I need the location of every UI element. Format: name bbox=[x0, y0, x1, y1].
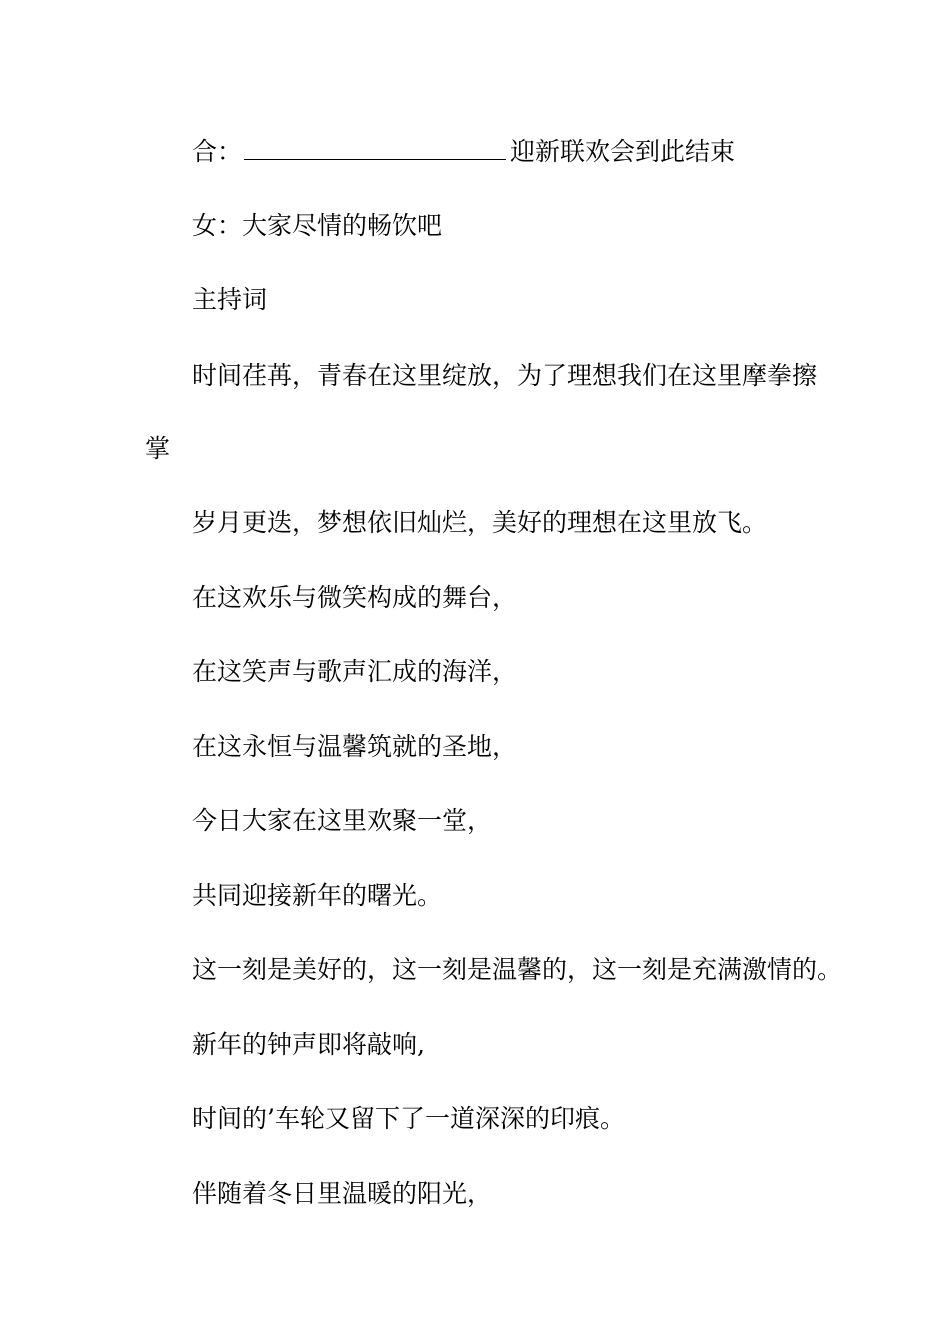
text-line: 时间的’车轮又留下了一道深深的印痕。 bbox=[192, 1104, 625, 1133]
fill-in-blank bbox=[244, 139, 506, 160]
closing-line-prefix: 合： bbox=[192, 137, 243, 166]
text-line: 今日大家在这里欢聚一堂， bbox=[192, 806, 493, 835]
text-line: 伴随着冬日里温暖的阳光， bbox=[192, 1179, 493, 1208]
closing-line-suffix: 迎新联欢会到此结束 bbox=[510, 137, 736, 166]
text-line: 新年的钟声即将敲响, bbox=[192, 1030, 425, 1059]
text-line: 在这笑声与歌声汇成的海洋， bbox=[192, 657, 518, 686]
text-line: 这一刻是美好的，这一刻是温馨的，这一刻是充满激情的。 bbox=[192, 955, 843, 984]
text-line: 共同迎接新年的曙光。 bbox=[192, 881, 443, 910]
text-line: 女：大家尽情的畅饮吧 bbox=[192, 211, 443, 240]
text-line: 在这永恒与温馨筑就的圣地， bbox=[192, 732, 518, 761]
text-line: 在这欢乐与微笑构成的舞台， bbox=[192, 583, 518, 612]
section-heading: 主持词 bbox=[192, 285, 268, 314]
closing-line bbox=[192, 137, 735, 167]
text-line-continuation: 掌 bbox=[145, 434, 171, 463]
text-line: 时间荏苒，青春在这里绽放，为了理想我们在这里摩拳擦 bbox=[192, 361, 818, 390]
text-line: 岁月更迭，梦想依旧灿烂，美好的理想在这里放飞。 bbox=[192, 508, 768, 537]
